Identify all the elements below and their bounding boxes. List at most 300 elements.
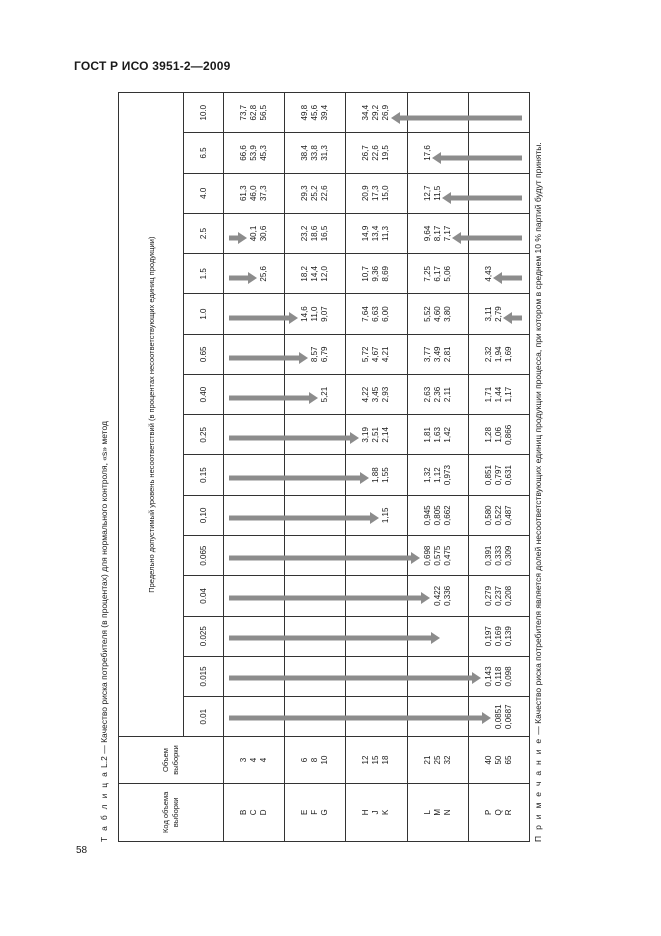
value: 0,422 (432, 585, 442, 606)
value: 4,22 (361, 386, 371, 403)
value: 26,7 (361, 145, 371, 161)
value: 5,06 (442, 265, 452, 282)
value: 1,71 (483, 386, 493, 403)
value: 3,80 (442, 306, 452, 322)
value: 1,44 (493, 386, 503, 403)
value-cell (285, 616, 346, 656)
value-cell (285, 133, 346, 173)
value-cell (407, 697, 468, 737)
aql-header-13: 4.0 (184, 173, 224, 213)
value (423, 657, 433, 696)
value: 3,49 (432, 346, 442, 363)
value-cell (224, 213, 285, 253)
value: 6,00 (381, 306, 391, 322)
value (361, 536, 371, 575)
value: 17,6 (422, 145, 432, 161)
value-cell (468, 173, 529, 213)
value (259, 455, 269, 494)
value: 61,3 (239, 185, 249, 202)
value (310, 536, 320, 575)
page-number: 58 (76, 845, 88, 856)
table-row (224, 93, 285, 842)
value (371, 496, 381, 535)
value: 11,3 (381, 226, 391, 241)
sample-codes (285, 783, 346, 841)
sample-sizes (224, 737, 285, 783)
value-cell (285, 334, 346, 374)
sample-size: 65 (503, 755, 513, 765)
value (443, 697, 453, 736)
value: 0,309 (503, 545, 513, 566)
sample-code: J (371, 810, 381, 815)
value-cell (285, 93, 346, 133)
sample-size: 32 (442, 755, 452, 765)
value: 2,63 (422, 386, 432, 403)
value-cell (407, 374, 468, 414)
sample-code: H (361, 809, 371, 816)
aql-header-3: 0.04 (184, 576, 224, 616)
value (259, 657, 269, 696)
value-cell (346, 576, 407, 616)
value: 29,3 (300, 185, 310, 202)
value (310, 496, 320, 535)
value (504, 93, 514, 132)
value: 1,55 (381, 467, 391, 483)
value (381, 617, 391, 656)
value (361, 496, 371, 535)
value-cell (285, 173, 346, 213)
value-cell (468, 455, 529, 495)
value (259, 697, 269, 736)
value (494, 174, 504, 213)
sample-size: 25 (432, 755, 442, 765)
value: 46,0 (249, 185, 259, 202)
value: 4,43 (483, 265, 493, 282)
sample-size: 21 (422, 755, 432, 765)
value-cell (468, 656, 529, 696)
value (320, 496, 330, 535)
value (433, 617, 443, 656)
value (433, 657, 443, 696)
value (239, 496, 249, 535)
value: 11,0 (310, 306, 320, 322)
value: 37,3 (259, 185, 269, 202)
value: 73,7 (239, 104, 249, 121)
sample-size: 12 (361, 755, 371, 765)
table-note (532, 92, 545, 842)
value-cell (468, 536, 529, 576)
value-cell (285, 697, 346, 737)
sample-size: 18 (381, 755, 391, 765)
aql-header-1: 0.015 (184, 656, 224, 696)
value (249, 455, 259, 494)
value (249, 697, 259, 736)
value (259, 617, 269, 656)
value: 0,143 (483, 666, 493, 687)
value-cell (285, 455, 346, 495)
value: 0,973 (442, 465, 452, 486)
header-sample-size: Объем выборки (119, 737, 224, 783)
table-row (468, 93, 529, 842)
value: 14,6 (300, 306, 310, 322)
aql-header-6: 0.15 (184, 455, 224, 495)
value: 62,8 (249, 104, 259, 121)
value-cell (407, 656, 468, 696)
value-cell (407, 254, 468, 294)
sample-code: N (442, 809, 452, 816)
value: 31,3 (320, 145, 330, 161)
value (320, 657, 330, 696)
value-cell (468, 213, 529, 253)
value (259, 375, 269, 414)
consumer-risk-table (118, 92, 530, 842)
value-cell (407, 334, 468, 374)
value-cell (285, 294, 346, 334)
value (423, 576, 433, 615)
value: 2,14 (381, 427, 391, 443)
value: 1,81 (422, 427, 432, 443)
value-cell (346, 254, 407, 294)
header-aql-group: Предельно допустимый уровень несоответствий (в процентах несоответствующих единиц продукции) (119, 93, 184, 737)
value-cell (407, 536, 468, 576)
value: 0,945 (422, 505, 432, 526)
value: 0,391 (483, 545, 493, 566)
value: 53,9 (249, 145, 259, 161)
value-cell (407, 576, 468, 616)
value: 0,580 (483, 505, 493, 526)
value-cell (346, 93, 407, 133)
rotated-table-page (94, 92, 554, 842)
value: 0,866 (503, 424, 513, 445)
value (381, 536, 391, 575)
value: 0,098 (503, 666, 513, 687)
value (320, 576, 330, 615)
value (300, 455, 310, 494)
value (239, 214, 249, 253)
value-cell (285, 495, 346, 535)
value (249, 335, 259, 374)
sample-size: 3 (239, 757, 249, 763)
value (433, 133, 443, 172)
value-cell (285, 415, 346, 455)
value: 1,28 (483, 427, 493, 443)
value: 0,336 (442, 585, 452, 606)
value-cell (346, 133, 407, 173)
value (239, 576, 249, 615)
value: 17,3 (371, 185, 381, 202)
value (361, 617, 371, 656)
value: 20,9 (361, 185, 371, 202)
value (249, 576, 259, 615)
value: 0,575 (432, 545, 442, 566)
sample-code: F (310, 809, 320, 815)
value: 0,851 (483, 465, 493, 486)
value: 0,197 (483, 626, 493, 647)
value: 45,3 (259, 145, 269, 161)
value: 4,67 (371, 346, 381, 363)
note-label: П р и м е ч а н и е (533, 737, 543, 842)
aql-header-4: 0.065 (184, 536, 224, 576)
value: 26,9 (381, 104, 391, 121)
value: 0,805 (432, 505, 442, 526)
value (300, 496, 310, 535)
sample-code: G (320, 809, 330, 816)
value-cell (285, 576, 346, 616)
value (443, 617, 453, 656)
value-cell (224, 495, 285, 535)
table-caption-text: L.2 — Качество риска потребителя (в процентах) для нормального контроля, «s» метод (99, 421, 109, 768)
value: 5,21 (320, 386, 330, 403)
value: 9,64 (422, 225, 432, 242)
value: 1,42 (442, 427, 452, 443)
value: 0,333 (493, 545, 503, 566)
value (300, 536, 310, 575)
aql-header-5: 0,10 (184, 495, 224, 535)
value: 7,64 (361, 306, 371, 322)
value-cell (468, 374, 529, 414)
value (239, 335, 249, 374)
value: 49,8 (300, 104, 310, 121)
value (443, 133, 453, 172)
value: 45,6 (310, 104, 320, 121)
sample-codes (407, 783, 468, 841)
value (239, 697, 249, 736)
value (300, 697, 310, 736)
value-cell (407, 294, 468, 334)
value (423, 93, 433, 132)
value: 19,5 (381, 145, 391, 161)
value: 0,208 (503, 585, 513, 606)
value: 5,52 (422, 306, 432, 322)
value (361, 657, 371, 696)
value (259, 496, 269, 535)
value-cell (468, 415, 529, 455)
value: 2,32 (483, 346, 493, 363)
value: 22,6 (320, 185, 330, 202)
value: 12,0 (320, 265, 330, 282)
value: 11,5 (432, 185, 442, 201)
value: 3,77 (422, 346, 432, 363)
sample-code: C (249, 809, 259, 816)
value (361, 455, 371, 494)
value: 39,4 (320, 104, 330, 121)
aql-header-8: 0.40 (184, 374, 224, 414)
value (443, 93, 453, 132)
value (249, 496, 259, 535)
value (371, 657, 381, 696)
value-cell (407, 616, 468, 656)
value: 3,11 (483, 306, 493, 322)
value: 0,631 (503, 465, 513, 486)
value-cell (407, 133, 468, 173)
value-cell (285, 536, 346, 576)
value (249, 415, 259, 454)
value-cell (346, 697, 407, 737)
aql-header-0: 0.01 (184, 697, 224, 737)
value-cell (468, 133, 529, 173)
value (239, 455, 249, 494)
value (300, 576, 310, 615)
sample-sizes (346, 737, 407, 783)
value-cell (285, 254, 346, 294)
value-cell (224, 576, 285, 616)
value (320, 617, 330, 656)
table-row (346, 93, 407, 842)
value (320, 415, 330, 454)
value: 0,0687 (503, 704, 513, 729)
value (249, 657, 259, 696)
value-cell (285, 374, 346, 414)
value: 2,79 (493, 306, 503, 322)
aql-header-12: 2.5 (184, 213, 224, 253)
value: 4,21 (381, 346, 391, 363)
value (494, 133, 504, 172)
sample-code: E (300, 809, 310, 815)
value: 0,475 (442, 545, 452, 566)
value (259, 335, 269, 374)
value (484, 133, 494, 172)
value (504, 254, 514, 293)
value: 1,32 (422, 467, 432, 483)
value (300, 335, 310, 374)
document-header: ГОСТ Р ИСО 3951-2—2009 (74, 59, 231, 73)
value (320, 697, 330, 736)
aql-header-7: 0.25 (184, 415, 224, 455)
value: 14,4 (310, 265, 320, 282)
value-cell (346, 656, 407, 696)
value: 5,72 (361, 346, 371, 363)
value: 33,8 (310, 145, 320, 161)
sample-size: 4 (249, 757, 259, 763)
value (310, 617, 320, 656)
value: 16,5 (320, 225, 330, 242)
value: 8,69 (381, 265, 391, 282)
value: 30,6 (259, 225, 269, 242)
value-cell (285, 213, 346, 253)
value (259, 576, 269, 615)
value (361, 697, 371, 736)
value: 1,15 (381, 507, 391, 524)
value: 0,662 (442, 505, 452, 526)
value-cell (224, 536, 285, 576)
value: 0,487 (503, 505, 513, 526)
value: 22,6 (371, 145, 381, 161)
value (371, 697, 381, 736)
aql-header-15: 10.0 (184, 93, 224, 133)
value (310, 697, 320, 736)
value: 6,17 (432, 265, 442, 282)
table-caption-label: Т а б л и ц а (99, 770, 109, 842)
value: 18,6 (310, 225, 320, 242)
value (239, 254, 249, 293)
value-cell (346, 536, 407, 576)
sample-size: 15 (371, 755, 381, 765)
value (239, 415, 249, 454)
value: 9,36 (371, 265, 381, 282)
value-cell (224, 656, 285, 696)
value (239, 657, 249, 696)
value (300, 657, 310, 696)
value-cell (224, 415, 285, 455)
value-cell (407, 93, 468, 133)
value-cell (346, 213, 407, 253)
value-cell (224, 697, 285, 737)
value (371, 617, 381, 656)
value-cell (285, 656, 346, 696)
value-cell (407, 455, 468, 495)
sample-codes (224, 783, 285, 841)
value: 56,5 (259, 104, 269, 121)
value: 34,4 (361, 104, 371, 121)
value: 29,2 (371, 104, 381, 121)
value (494, 214, 504, 253)
value: 7,25 (422, 265, 432, 282)
value: 8,57 (310, 346, 320, 363)
value-cell (346, 455, 407, 495)
value-cell (468, 93, 529, 133)
value: 66,6 (239, 145, 249, 161)
value (300, 617, 310, 656)
sample-sizes (468, 737, 529, 783)
value: 0,118 (493, 666, 503, 687)
value (249, 375, 259, 414)
value (300, 415, 310, 454)
value: 25,2 (310, 185, 320, 202)
sample-size: 6 (300, 757, 310, 763)
value: 38,4 (300, 145, 310, 161)
value-cell (224, 93, 285, 133)
value: 1,12 (432, 467, 442, 483)
value-cell (468, 334, 529, 374)
sample-sizes (285, 737, 346, 783)
value (259, 536, 269, 575)
sample-codes (346, 783, 407, 841)
value: 40,1 (249, 225, 259, 242)
value: 0,0851 (493, 704, 503, 729)
sample-sizes (407, 737, 468, 783)
value: 10,7 (361, 265, 371, 282)
value-cell (468, 576, 529, 616)
value (310, 375, 320, 414)
value-cell (224, 616, 285, 656)
value-cell (346, 616, 407, 656)
value (504, 174, 514, 213)
aql-header-11: 1.5 (184, 254, 224, 294)
sample-size: 50 (493, 755, 503, 765)
value (423, 697, 433, 736)
value-cell (468, 294, 529, 334)
value (484, 697, 494, 736)
value-cell (346, 495, 407, 535)
sample-code: P (483, 809, 493, 815)
value (320, 455, 330, 494)
sample-size: 10 (320, 755, 330, 765)
value (259, 415, 269, 454)
sample-code: M (432, 808, 442, 816)
value: 1,88 (371, 467, 381, 483)
value-cell (224, 334, 285, 374)
value (310, 415, 320, 454)
value: 8,17 (432, 225, 442, 242)
value: 1,17 (503, 386, 513, 403)
value-cell (407, 415, 468, 455)
value: 0,237 (493, 585, 503, 606)
value (484, 93, 494, 132)
value-cell (346, 334, 407, 374)
value: 6,63 (371, 306, 381, 322)
value (249, 254, 259, 293)
value: 14,9 (361, 225, 371, 242)
